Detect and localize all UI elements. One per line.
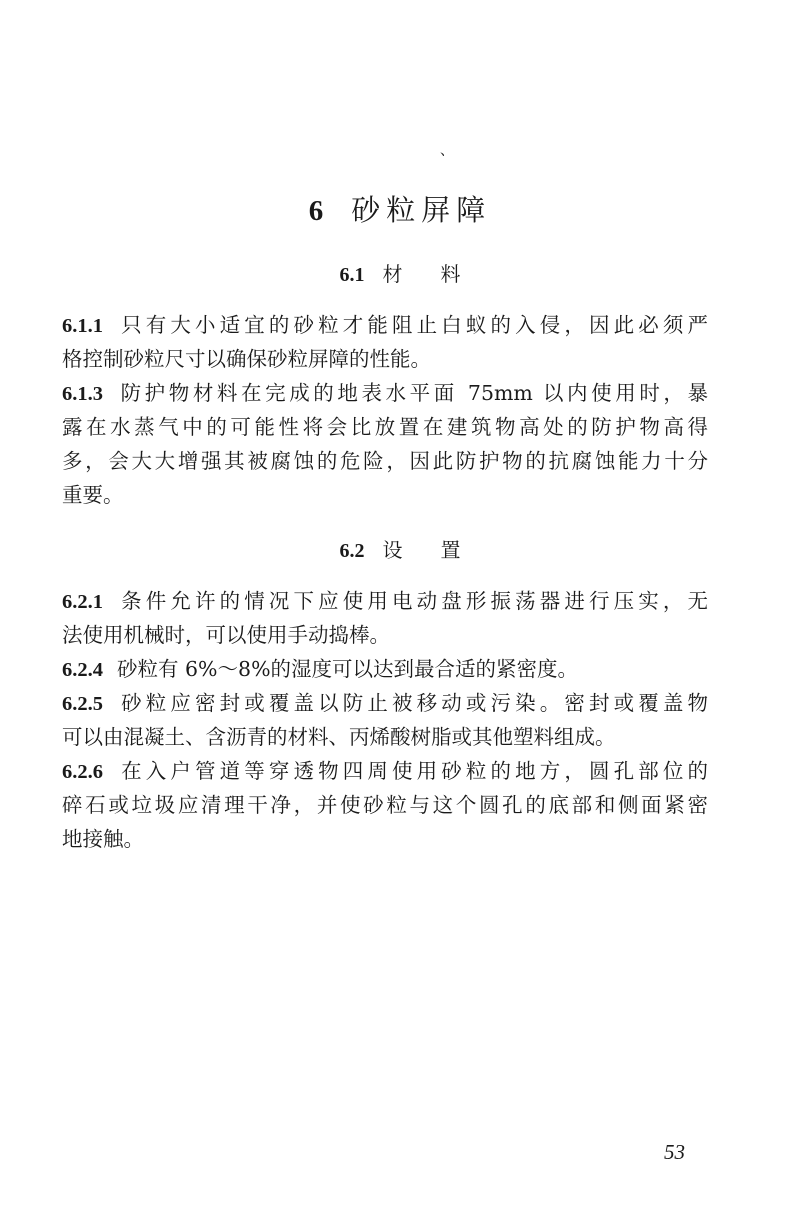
clause-text: 砂粒有 6%～8%的湿度可以达到最合适的紧密度。 bbox=[117, 657, 579, 681]
clause-text: 只有大小适宜的砂粒才能阻止白蚁的入侵，因此必须严 bbox=[117, 313, 708, 337]
clause-6-2-4 bbox=[62, 652, 708, 686]
chapter-title: 砂粒屏障 bbox=[351, 193, 492, 227]
clause-text: 防护物材料在完成的地表水平面 75mm 以内使用时，暴 bbox=[117, 381, 708, 405]
section-title: 材料 bbox=[382, 262, 499, 286]
chapter-number: 6 bbox=[308, 195, 330, 227]
clause-text: 砂粒应密封或覆盖以防止被移动或污染。密封或覆盖物 bbox=[117, 691, 708, 715]
section-number: 6.2 bbox=[339, 540, 365, 562]
clause-label: 6.1.1 bbox=[62, 315, 103, 337]
clause-label: 6.2.1 bbox=[62, 591, 103, 613]
clause-text: 法使用机械时，可以使用手动捣棒。 bbox=[62, 623, 390, 647]
page-number: 53 bbox=[664, 1140, 685, 1164]
clause-text: 多，会大大增强其被腐蚀的危险，因此防护物的抗腐蚀能力十分 bbox=[62, 449, 708, 473]
clause-label: 6.2.4 bbox=[62, 659, 103, 681]
clause-text: 可以由混凝土、含沥青的材料、丙烯酸树脂或其他塑料组成。 bbox=[62, 725, 616, 749]
clause-label: 6.2.6 bbox=[62, 761, 103, 783]
clause-6-2-5 bbox=[62, 686, 708, 754]
clause-6-1-3 bbox=[62, 376, 708, 512]
clause-text: 露在水蒸气中的可能性将会比放置在建筑物高处的防护物高得 bbox=[62, 415, 708, 439]
chapter-heading bbox=[0, 188, 800, 229]
stray-mark: 、 bbox=[440, 143, 454, 159]
section-6-1-body bbox=[62, 308, 708, 512]
clause-6-2-1 bbox=[62, 584, 708, 652]
clause-text: 碎石或垃圾应清理干净，并使砂粒与这个圆孔的底部和侧面紧密 bbox=[62, 793, 708, 817]
section-6-2-body bbox=[62, 584, 708, 856]
clause-text: 条件允许的情况下应使用电动盘形振荡器进行压实，无 bbox=[117, 589, 708, 613]
section-title: 设置 bbox=[382, 538, 499, 562]
clause-text: 格控制砂粒尺寸以确保砂粒屏障的性能。 bbox=[62, 347, 431, 371]
clause-text: 重要。 bbox=[62, 483, 124, 507]
clause-6-2-6 bbox=[62, 754, 708, 856]
clause-text: 在入户管道等穿透物四周使用砂粒的地方，圆孔部位的 bbox=[117, 759, 708, 783]
clause-text: 地接触。 bbox=[62, 827, 144, 851]
section-number: 6.1 bbox=[339, 264, 365, 286]
clause-6-1-1 bbox=[62, 308, 708, 376]
section-heading-6-1 bbox=[0, 258, 800, 287]
clause-label: 6.2.5 bbox=[62, 693, 103, 715]
section-heading-6-2 bbox=[0, 534, 800, 563]
clause-label: 6.1.3 bbox=[62, 383, 103, 405]
